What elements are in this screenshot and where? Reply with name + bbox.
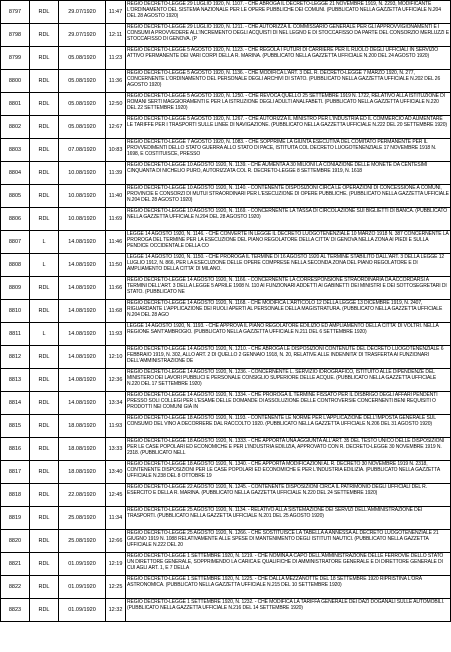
- table-row: [1, 392, 451, 415]
- row-date: 05.08/1920: [59, 116, 106, 139]
- table-row: [1, 369, 451, 392]
- table-row: [1, 47, 451, 70]
- row-number: 8807: [1, 231, 30, 254]
- row-text: REGIO DECRETO-LEGGE 29 LUGLIO 1920, N. 1211. - CHE AUTORIZZA IL COMMISSARIO GENERALE PER GLI APPROVVIGIONAMENTI E I CONSUMI A PROVVEDERE ALL'INCREMENTO DEGLI ACQUISTI DI NEL LEGNO E DI STOCCAFISSO DA PARTE DEL CONSORZIO MERLUZZI E STOCCAFISSO DI GENOVA. (P: [126, 24, 451, 47]
- row-page: 12:11: [106, 24, 126, 47]
- row-number: 8798: [1, 24, 30, 47]
- row-text: LEGGE 14 AGOSTO 1920, N. 1193. - CHE APPROVA IL PIANO REGOLATORE EDILIZIO ED AMPLIAMENTO DELLA CITTA' DI VOLTRI. NELLA REGIONE SANT'AMBROGIO. (PUBBLICATO NELLA GAZZETTA UFFICIALE N.211 DEL 6 SETTEMBRE 1920): [126, 323, 451, 346]
- row-type: RDL: [30, 415, 59, 438]
- row-page: 11:50: [106, 254, 126, 277]
- row-page: 11:36: [106, 70, 126, 93]
- row-number: 8818: [1, 484, 30, 507]
- row-text: REGIO DECRETO-LEGGE 18 AGOSTO 1920, N. 1340. - CHE APPORTA MODIFICAZIONI AL R. DECRETO 30 NOVEMBRE 1919 N. 2318, CONTENENTE DISPOSIZIONI PER LE CASE POPOLARI ED ECONOMICHE E PER L'INDUSTRIA EDILIZIA. (PUBBLICATO NELLA GAZZETTA UFFICIALE N.238 DEL 8 OTTOBRE 19: [126, 461, 451, 484]
- row-page: 11:93: [106, 415, 126, 438]
- row-number: 8814: [1, 392, 30, 415]
- table-row: [1, 461, 451, 484]
- table-row: [1, 530, 451, 553]
- row-text: REGIO DECRETO-LEGGE 5 AGOSTO 1920, N. 1250. - CHE REVOCA QUELLO 25 SETTEMBRE 1919 N. 1722, RELATIVO ALLA ISTITUZIONE DI ROMANI SERTI MAGGIORAMENTI E PER LA ISTRUZIONE DEGLI ADULTI ANALFABETI. (PUBBLICATO NELLA GAZZETTA UFFICIALE N.220 DEL 22 SETTEMBRE 1920): [126, 93, 451, 116]
- row-number: 8808: [1, 254, 30, 277]
- table-row: [1, 116, 451, 139]
- row-date: 05.08/1920: [59, 93, 106, 116]
- table-row: [1, 24, 451, 47]
- row-text: LEGGE 14 AGOSTO 1920, N. 1150. - CHE PROROGA IL TERMINE DI 16 AGOSTO 1920 AL TERMINE STABILITO DALL'ART. 3 DELLA LEGGE 12 LUGLIO 1912, N. 866, PER LA ESECUZIONE DELLE OPERE COMPRESE NELLA SECONDA ZONA DEL PIANO REGOLATORE E DI AMPLIAMENTO DELLA CITTA' DI MILANO.: [126, 254, 451, 277]
- row-text: REGIO DECRETO-LEGGE 10 AGOSTO 1920, N. 1140. - CONTENENTE DISPOSIZIONI CIRCA LE OPERAZIONI DI CONCESSIONE A COMUNI, PROVINCIE E CONSORZI DI MUTUI STRAORDINARI PER L'ESECUZIONE DI OPERE PUBBLICHE. (PUBBLICATO NELLA GAZZETTA UFFICIALE N.204 DEL 28 AGOSTO 1920): [126, 185, 451, 208]
- table-row: [1, 300, 451, 323]
- row-text: REGIO DECRETO-LEGGE 1 SETTEMBRE 1920, N. 1225. - CHE DALLA MEZZANOTTE DEL 18 SETTEMBRE 1920 RIPRISTINA L'ORA ASTRONOMICA. (PUBBLICATO NELLA GAZZETTA UFFICIALE N.215 DEL 10 SETTEMBRE 1920): [126, 576, 451, 599]
- row-number: 8815: [1, 415, 30, 438]
- row-text: REGIO DECRETO-LEGGE 14 AGOSTO 1920, N. 1166. - CONCERNENTE LA CORRESPONSIONE STRAORDINARIA DA ACCORDARSI A TERMINI DELL'ART. 3 DELLA LEGGE 5 APRILE 1908 N. 110 AI FUNZIONARI ADDETTI AI GABINETTI DEI MINISTRI E DEI SOTTOSEGRETARI DI STATO. (PUBBLICATO NE: [126, 277, 451, 300]
- row-page: 11:23: [106, 47, 126, 70]
- table-row: [1, 254, 451, 277]
- row-date: 18.08/1920: [59, 461, 106, 484]
- row-text: REGIO DECRETO-LEGGE 14 AGOSTO 1920, N. 1168. - CHE MODIFICA L'ARTICOLO 12 DELLA LEGGE 13 DICEMBRE 1919, N. 2407, RIGUARDANTE L'APPLICAZIONE DEI RUOLI APERTI AL PERSONALE DELLA MAGISTRATURA. (PUBBLICATO NELLA GAZZETTA UFFICIALE N.204 DEL 28 AGO: [126, 300, 451, 323]
- row-page: 12:19: [106, 553, 126, 576]
- row-text: REGIO DECRETO-LEGGE 14 AGOSTO 1920, N. 1334. - CHE PROROGA IL TERMINE FISSATO PER IL DISBRIGO DEGLI AFFARI PENDENTI PRESSO SOLI COLLEGI PER L'ESAME DELLE DOMANDE DI ASSOLUZIONE DELLE CONTROVERSIE CONCERNENTI BENI REQUISITI O PRODOTTI NEI COMUNI GIÀ IN: [126, 392, 451, 415]
- table-row: [1, 139, 451, 162]
- row-date: 10.08/1920: [59, 185, 106, 208]
- row-page: 12:25: [106, 576, 126, 599]
- row-page: 12:50: [106, 93, 126, 116]
- row-type: RDL: [30, 461, 59, 484]
- row-text: REGIO DECRETO-LEGGE 1 SETTEMBRE 1920, N. 1219. - CHE NOMINA A CAPO DELL'AMMINISTRAZIONE DELLE FERROVIE DELLO STATO UN DIRETTORE GENERALE, SOPPRIMENDO LA CARICA E QUALIFICHE DI AMMINISTRATORE GENERALE E DI DIRETTORE GENERALE DI CUI AGLI ART. 1, E 7 DELLA: [126, 553, 451, 576]
- table-row: [1, 208, 451, 231]
- row-number: 8821: [1, 553, 30, 576]
- row-page: 12:10: [106, 346, 126, 369]
- row-type: RDL: [30, 116, 59, 139]
- row-page: 12:45: [106, 484, 126, 507]
- row-number: 8811: [1, 323, 30, 346]
- table-row: [1, 162, 451, 185]
- row-type: L: [30, 231, 59, 254]
- row-number: 8822: [1, 576, 30, 599]
- row-text: LEGGE 14 AGOSTO 1920, N. 1146. - CHE CONVERTE IN LEGGE IL DECRETO LUOGOTENENZIALE 10 MARZO 1918 N. 387 CONCERNENTE LA PROROGA DEL TERMINE PER LA ESECUZIONE DEL PIANO REGOLATORE DELLA CITTA' DI GENOVA NELLA ZONA AI PIEDI E SULLA PENDICE OCCIDENTALE DELLA CO: [126, 231, 451, 254]
- row-page: 13:40: [106, 461, 126, 484]
- row-page: 12:67: [106, 116, 126, 139]
- row-date: 14.08/1920: [59, 254, 106, 277]
- row-text: REGIO DECRETO-LEGGE 14 AGOSTO 1920, N. 1210. - CHE ABROGA LE DISPOSIZIONI CONTENUTE DEL DECRETO LUOGOTENENZIALE 6 FEBBRAIO 1919, N. 302, ALLO ART. 2 DI QUELLO 2 GENNAIO 1918, N. 20, RELATIVE ALLE INDENNITA' DI TRASFERTA AI FUNZIONARI DELL'AMMINISTRAZIONE DE: [126, 346, 451, 369]
- row-date: 29.07/1920: [59, 24, 106, 47]
- row-date: 01.09/1920: [59, 599, 106, 622]
- row-type: RDL: [30, 346, 59, 369]
- row-date: 18.08/1920: [59, 438, 106, 461]
- row-type: RDL: [30, 185, 59, 208]
- row-page: 11:40: [106, 185, 126, 208]
- row-number: 8813: [1, 369, 30, 392]
- row-text: REGIO DECRETO-LEGGE 10 AGOSTO 1920, N. 1169. - CONCERNENTE LA TASSA DI CIRCOLAZIONE SUI BIGLIETTI DI BANCA. (PUBBLICATO NELLA GAZZETTA UFFICIALE N.204 DEL 28 AGOSTO 1920): [126, 208, 451, 231]
- row-date: 14.08/1920: [59, 231, 106, 254]
- table-row: [1, 507, 451, 530]
- row-type: RDL: [30, 70, 59, 93]
- row-type: L: [30, 254, 59, 277]
- row-page: 11:68: [106, 300, 126, 323]
- table-row: [1, 576, 451, 599]
- row-date: 14.08/1920: [59, 323, 106, 346]
- row-type: RDL: [30, 162, 59, 185]
- table-row: [1, 185, 451, 208]
- table-row: [1, 231, 451, 254]
- row-text: REGIO DECRETO-LEGGE 5 AGOSTO 1920, N. 1136. - CHE MODIFICA L'ART. 3 DEL R. DECRETO-LEGGE 7 MARZO 1920, N. 277, CONCERNENTE L'ORDINAMENTO DEL PERSONALE DEGLI ARCHIVI DI STATO. (PUBBLICATO NELLA GAZZETTA UFFICIALE N.202 DEL 26 AGOSTO 1920): [126, 70, 451, 93]
- table-row: [1, 484, 451, 507]
- row-date: 05.08/1920: [59, 47, 106, 70]
- row-number: 8809: [1, 277, 30, 300]
- row-type: RDL: [30, 599, 59, 622]
- row-number: 8817: [1, 461, 30, 484]
- row-date: 18.08/1920: [59, 415, 106, 438]
- row-date: 14.08/1920: [59, 369, 106, 392]
- row-date: 01.09/1920: [59, 553, 106, 576]
- row-type: RDL: [30, 300, 59, 323]
- row-text: REGIO DECRETO-LEGGE 7 AGOSTO 1920, N. 1083. - CHE SOPPRIME LA GIUNTA ESECUTIVA DEL COMITATO PERMANENTE PER IL PROVVEDIMENTI DELLO STATO GUERRA ALLO STATO DI PACE, ISTITUITA COL DECRETO LUOGOTENENZIALE 17 NOVEMBRE 1918 N. 1698, E COSTITUISCE, PRESSO: [126, 139, 451, 162]
- row-text: REGIO DECRETO-LEGGE 10 AGOSTO 1920, N. 1139. - CHE AUMENTA A 30 MILIONI LA CONIAZIONE DELLE MONETE DA CENTESIMI CINQUANTA DI NICHELIO PURO, AUTORIZZATA COL R. DECRETO-LEGGE 8 SETTEMBRE 1919, N. 1618: [126, 162, 451, 185]
- table-row: [1, 438, 451, 461]
- row-text: REGIO DECRETO-LEGGE 25 AGOSTO 1920, N. 1266. - CHE SOSTITUISCE LA TABELLA A ANNESSA AL DECRETO LUOGOTENENZIALE 21 GIUGNO 1919 N. 1088 RELATIVAMENTE ALLE SPESE DI MANTENIMENTO DEGLI ISTITUTI NAUTICI. (PUBBLICATO NELLA GAZZETTA UFFICIALE N.222 DEL 20: [126, 530, 451, 553]
- row-type: RDL: [30, 553, 59, 576]
- row-page: 11:66: [106, 277, 126, 300]
- table-row: [1, 323, 451, 346]
- row-type: RDL: [30, 208, 59, 231]
- row-type: RDL: [30, 93, 59, 116]
- row-type: RDL: [30, 507, 59, 530]
- row-type: RDL: [30, 369, 59, 392]
- row-number: 8819: [1, 507, 30, 530]
- row-number: 8802: [1, 116, 30, 139]
- row-type: RDL: [30, 1, 59, 24]
- row-number: 8803: [1, 139, 30, 162]
- row-number: 8810: [1, 300, 30, 323]
- row-number: 8806: [1, 208, 30, 231]
- row-page: 11:69: [106, 208, 126, 231]
- row-type: RDL: [30, 530, 59, 553]
- row-type: RDL: [30, 438, 59, 461]
- table-row: [1, 346, 451, 369]
- row-text: REGIO DECRETO-LEGGE 25 AGOSTO 1920, N. 1134. - RELATIVO ALLA SISTEMAZIONE DEI SERVIZI DELL'AMMINISTRAZIONE DEI TRASPORTI. (PUBBLICATO NELLA GAZZETTA UFFICIALE N.201 DEL 25 AGOSTO 1920): [126, 507, 451, 530]
- row-page: 11:46: [106, 231, 126, 254]
- row-page: 11:34: [106, 507, 126, 530]
- table-row: [1, 1, 451, 24]
- row-number: 8801: [1, 93, 30, 116]
- row-date: 29.07/1920: [59, 1, 106, 24]
- row-number: 8816: [1, 438, 30, 461]
- row-date: 22.08/1920: [59, 484, 106, 507]
- row-type: L: [30, 323, 59, 346]
- row-date: 10.08/1920: [59, 208, 106, 231]
- table-row: [1, 553, 451, 576]
- row-date: 07.08/1920: [59, 139, 106, 162]
- row-date: 25.08/1920: [59, 507, 106, 530]
- row-text: REGIO DECRETO-LEGGE 22 AGOSTO 1920, N. 1245. - CONTENENTE DISPOSIZIONI CIRCA IL PATRIMONIO DEGLI UFFICIALI DEL R. ESERCITO E DELLA R. MARINA. (PUBBLICATO NELLA GAZZETTA UFFICIALE N.220 DEL 24 SETTEMBRE 1920): [126, 484, 451, 507]
- table-row: [1, 277, 451, 300]
- row-type: RDL: [30, 47, 59, 70]
- row-number: 8799: [1, 47, 30, 70]
- table-row: [1, 70, 451, 93]
- row-date: 14.08/1920: [59, 392, 106, 415]
- row-page: 13:34: [106, 392, 126, 415]
- row-type: RDL: [30, 484, 59, 507]
- row-page: 11:47: [106, 1, 126, 24]
- row-type: RDL: [30, 277, 59, 300]
- row-text: REGIO DECRETO-LEGGE 18 AGOSTO 1920, N. 1193. - CONTENENTE LE NORME PER L'APPLICAZIONE DELL'IMPOSTA GENERALE SUL CONSUMO DEL VINO A DECORRERE DAL RACCOLTO 1920. (PUBBLICATO NELLA GAZZETTA UFFICIALE N.206 DEL 31 AGOSTO 1920): [126, 415, 451, 438]
- row-number: 8805: [1, 185, 30, 208]
- row-page: 11:39: [106, 162, 126, 185]
- row-type: RDL: [30, 576, 59, 599]
- row-text: REGIO DECRETO-LEGGE 14 AGOSTO 1920, N. 1236. - CONCERNENTE L. SERVIZIO IDROGRAFICO, ISTITUITO ALLE DIPENDENZE DEL MINISTERO DEI LAVORI PUBBLICI E PERSONALE CONSIGLIO SUPERIORE DELLE ACQUE. (PUBBLICATO NELLA GAZZETTA UFFICIALE N.220 DEL 17 SETTEMBRE 1920): [126, 369, 451, 392]
- row-text: REGIO DECRETO-LEGGE 1 SETTEMBRE 1920, N. 1232. - CHE MODIFICA LA TARIFFA GENERALE DEI DAZI DOGANALI SULLE AUTOMOBILI. (PUBBLICATO NELLA GAZZETTA UFFICIALE N.216 DEL 14 SETTEMBRE 1920): [126, 599, 451, 622]
- row-type: RDL: [30, 139, 59, 162]
- row-date: 05.08/1920: [59, 70, 106, 93]
- row-text: REGIO DECRETO-LEGGE 29 LUGLIO 1920, N. 1107. - CHE ABROGA IL DECRETO-LEGGE 21 NOVEMBRE 1919, N. 2293, MODIFICANTE L'ORDINAMENTO DEL SISTEMA NAZIONALE PER LE OPERE PUBBLICHE DEI COMUNI. (PUBBLICATO NELLA GAZZETTA UFFICIALE N.204 DEL 28 AGOSTO 1920): [126, 1, 451, 24]
- row-page: 13:33: [106, 438, 126, 461]
- row-number: 8797: [1, 1, 30, 24]
- row-number: 8804: [1, 162, 30, 185]
- table-row: [1, 415, 451, 438]
- row-number: 8800: [1, 70, 30, 93]
- row-number: 8820: [1, 530, 30, 553]
- row-text: REGIO DECRETO-LEGGE 18 AGOSTO 1920, N. 1333. - CHE APPORTA UNA AGGIUNTA ALL'ART. 35 DEL TESTO UNICO DELLE DISPOSIZIONI PER LE CASE POPOLARI ED ECONOMICHE E PER L'INDUSTRIA EDILIZIA, APPROVATO CON R. DECRETO-LEGGE 30 NOVEMBRE 1919 N. 2318. (PUBBLICATO NELL: [126, 438, 451, 461]
- row-number: 8812: [1, 346, 30, 369]
- table-row: [1, 93, 451, 116]
- row-date: 14.08/1920: [59, 300, 106, 323]
- row-page: 12:36: [106, 369, 126, 392]
- row-number: 8823: [1, 599, 30, 622]
- row-date: 25.08/1920: [59, 530, 106, 553]
- row-page: 10:83: [106, 139, 126, 162]
- row-page: 12:66: [106, 530, 126, 553]
- row-date: 14.08/1920: [59, 346, 106, 369]
- table-row: [1, 599, 451, 622]
- row-page: 11:93: [106, 323, 126, 346]
- row-text: REGIO DECRETO-LEGGE 5 AGOSTO 1920, N. 1123. - CHE REGOLA I FUTURI DI CARRIERE PER IL RUOLO DEGLI UFFICIALI IN SERVIZIO ATTIVO PERMANENTE DEI VARI CORPI DELLA R. MARINA. (PUBBLICATO NELLA GAZZETTA UFFICIALE N.200 DEL 24 AGOSTO 1920): [126, 47, 451, 70]
- row-date: 14.08/1920: [59, 277, 106, 300]
- row-date: 10.08/1920: [59, 162, 106, 185]
- row-page: 12:32: [106, 599, 126, 622]
- row-text: REGIO DECRETO-LEGGE 5 AGOSTO 1920, N. 1267. - CHE AUTORIZZA IL MINISTRO PER L'INDUSTRIA ED IL COMMERCIO AD AUMENTARE LE TARIFFE PER I TRASPORTI SULLE LINEE DI NAVIGAZIONE. (PUBBLICATO NELLA GAZZETTA UFFICIALE N.222 DEL 20 SETTEMBRE 1920): [126, 116, 451, 139]
- row-type: RDL: [30, 24, 59, 47]
- row-type: RDL: [30, 392, 59, 415]
- row-date: 01.09/1920: [59, 576, 106, 599]
